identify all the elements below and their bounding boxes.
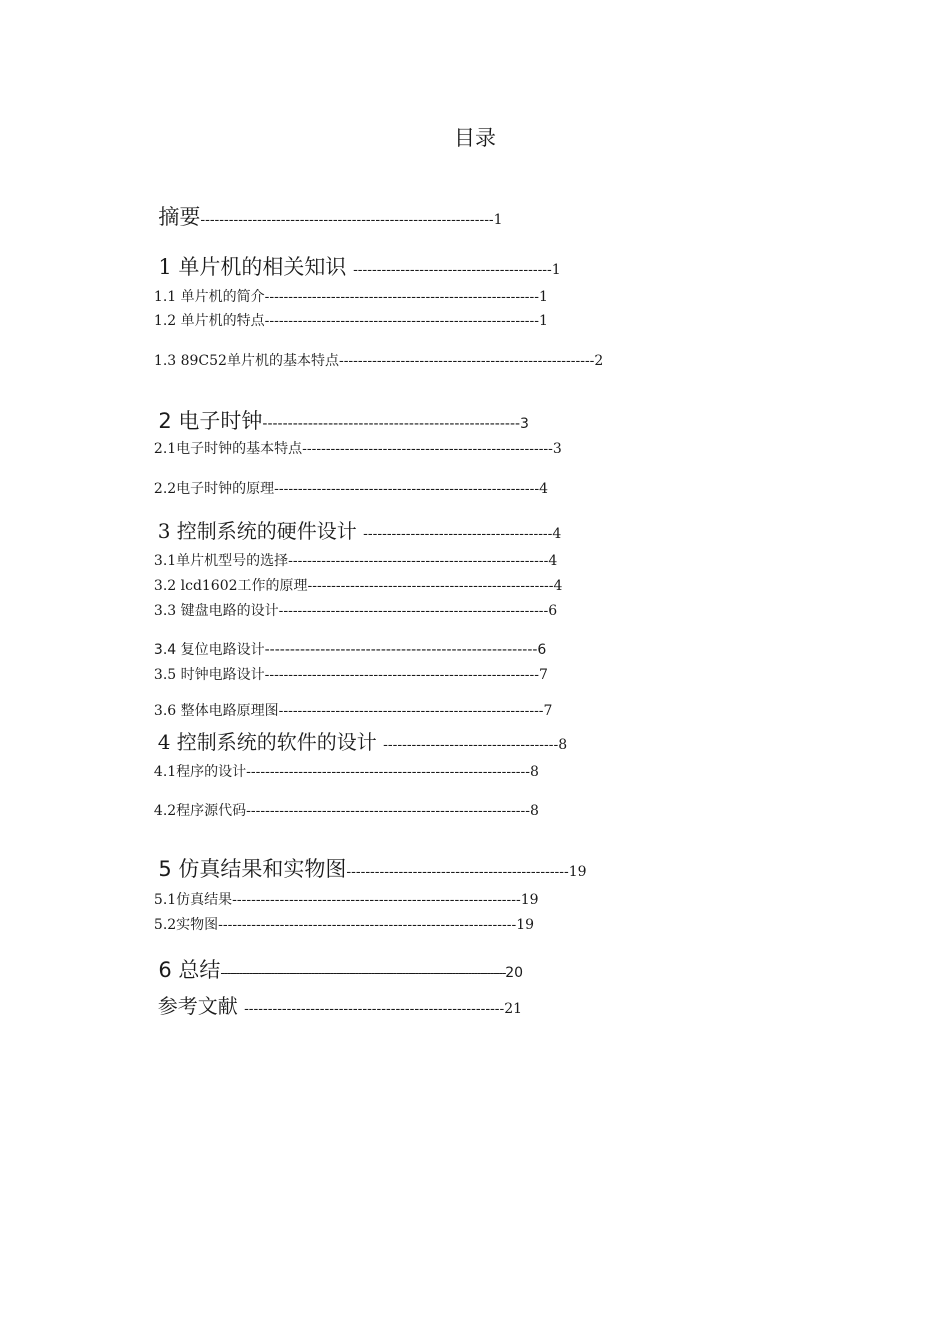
toc-entry-5-1[interactable]: [145, 879, 539, 907]
toc-entry-3-1[interactable]: [145, 540, 557, 568]
toc-entry-page: 4: [548, 553, 558, 569]
toc-entry-page: 6: [548, 603, 558, 619]
toc-entry-leader: -------------------------------------------------------------: [232, 892, 521, 908]
toc-entry-page: 20: [505, 965, 524, 981]
toc-entry-text: 5.2实物图: [153, 917, 219, 933]
toc-entry-leader: ----------------------------------------------------------: [264, 289, 539, 305]
toc-entry-leader: -------------------------------------------------------: [244, 1001, 505, 1017]
toc-entry-1-3[interactable]: [145, 340, 603, 368]
toc-entry-text: 5 仿真结果和实物图: [158, 857, 347, 881]
toc-entry-page: 21: [504, 1001, 523, 1017]
toc-entry-leader: ------------------------------------------------------------: [246, 803, 530, 819]
toc-entry-leader: --------------------------------------------------------: [278, 703, 544, 719]
toc-entry-leader: ----------------------------------------------------------: [264, 313, 539, 329]
toc-entry-leader: ------------------------------------------------------: [264, 642, 538, 658]
toc-entry-page: 1: [551, 262, 561, 278]
toc-entry-text: 2.2电子时钟的原理: [153, 481, 275, 497]
toc-entry-leader: ---------------------------------------------------: [262, 416, 521, 432]
toc-entry-text: 3.1单片机型号的选择: [153, 553, 289, 569]
toc-entry-abstract[interactable]: [145, 186, 503, 228]
toc-entry-leader: ----------------------------------------------------: [307, 578, 554, 594]
toc-entry-text: 1.3 89C52单片机的基本特点: [153, 353, 339, 369]
toc-entry-leader: --------------------------------------------------------: [274, 481, 540, 497]
toc-entry-page: 8: [558, 737, 568, 753]
toc-entry-text: 4.1程序的设计: [153, 764, 247, 780]
toc-entry-page: 19: [520, 892, 539, 908]
toc-entry-page: 19: [516, 917, 535, 933]
toc-entry-leader: ------------------------------------------------------: [338, 353, 595, 369]
toc-entry-page: 6: [537, 642, 547, 658]
toc-entry-1-2[interactable]: [145, 300, 548, 328]
toc-entry-text: 3.2 lcd1602工作的原理: [153, 578, 308, 594]
toc-entry-leader: ----------------------------------------: [363, 526, 553, 542]
toc-entry-3-4[interactable]: [145, 629, 546, 657]
toc-entry-leader: -------------------------------------------------------: [288, 553, 549, 569]
toc-entry-chapter-2[interactable]: [145, 390, 529, 432]
toc-entry-page: 4: [539, 481, 548, 497]
toc-entry-page: 19: [568, 864, 587, 880]
toc-entry-page: 1: [493, 212, 503, 228]
toc-entry-text: 3.4 复位电路设计: [153, 642, 265, 658]
toc-entry-page: 8: [530, 764, 539, 780]
toc-entry-leader: -------------------------------------: [383, 737, 559, 753]
toc-entry-leader: ----------------------------------------------------------: [264, 667, 539, 683]
toc-entry-3-2[interactable]: [145, 565, 562, 593]
toc-entry-page: 1: [539, 289, 548, 305]
toc-entry-leader: -------------------------------------------------------------------------------------------: [220, 966, 506, 980]
toc-entry-page: 2: [594, 353, 604, 369]
toc-entry-text: 摘要: [158, 205, 201, 229]
toc-entry-text: 3.5 时钟电路设计: [153, 667, 265, 683]
toc-entry-3-5[interactable]: [145, 654, 548, 682]
toc-entry-5-2[interactable]: [145, 904, 534, 932]
toc-entry-3-3[interactable]: [145, 590, 557, 618]
page-title: 目录: [454, 126, 496, 150]
toc-entry-chapter-5[interactable]: [145, 838, 587, 880]
toc-entry-2-1[interactable]: [145, 428, 562, 456]
toc-entry-chapter-6[interactable]: [145, 939, 523, 981]
toc-entry-chapter-3[interactable]: [145, 501, 561, 541]
toc-entry-text: 6 总结: [158, 958, 221, 982]
toc-entry-page: 3: [552, 441, 562, 457]
toc-entry-text: 3.6 整体电路原理图: [153, 703, 279, 719]
toc-entry-text: 1.2 单片机的特点: [153, 313, 265, 329]
toc-entry-page: 4: [553, 578, 563, 594]
toc-entry-leader: --------------------------------------------------------------: [200, 212, 494, 228]
toc-entry-leader: ------------------------------------------------------------: [246, 764, 530, 780]
toc-entry-page: 8: [530, 803, 539, 819]
toc-entry-page: 1: [539, 313, 548, 329]
toc-entry-2-2[interactable]: [145, 468, 548, 496]
toc-entry-4-1[interactable]: [145, 751, 539, 779]
toc-entry-text: 3.3 键盘电路的设计: [153, 603, 279, 619]
toc-entry-page: 7: [539, 667, 548, 683]
toc-entry-chapter-1[interactable]: [145, 236, 561, 278]
toc-entry-references[interactable]: [145, 976, 522, 1016]
toc-entry-chapter-4[interactable]: [145, 712, 567, 752]
toc-entry-text: 2 电子时钟: [158, 409, 263, 433]
toc-entry-text: 4.2程序源代码: [153, 803, 247, 819]
toc-entry-4-2[interactable]: [145, 790, 539, 818]
toc-entry-text: 1.1 单片机的简介: [153, 289, 265, 305]
toc-entry-leader: ---------------------------------------------------------------: [218, 917, 517, 933]
toc-entry-leader: ------------------------------------------: [353, 262, 552, 278]
toc-entry-page: 7: [543, 703, 553, 719]
toc-entry-page: 3: [520, 416, 529, 432]
toc-entry-page: 4: [552, 526, 562, 542]
toc-entry-text: 1 单片机的相关知识: [158, 255, 354, 279]
toc-entry-leader: -----------------------------------------------------: [302, 441, 553, 457]
toc-entry-text: 参考文献: [157, 994, 245, 1018]
toc-entry-text: 5.1仿真结果: [153, 892, 233, 908]
toc-entry-leader: ---------------------------------------------------------: [278, 603, 549, 619]
toc-entry-text: 2.1电子时钟的基本特点: [153, 441, 303, 457]
toc-entry-leader: -----------------------------------------------: [346, 864, 569, 880]
toc-entry-text: 4 控制系统的软件的设计: [157, 730, 384, 754]
toc-entry-text: 3 控制系统的硬件设计: [157, 519, 364, 543]
